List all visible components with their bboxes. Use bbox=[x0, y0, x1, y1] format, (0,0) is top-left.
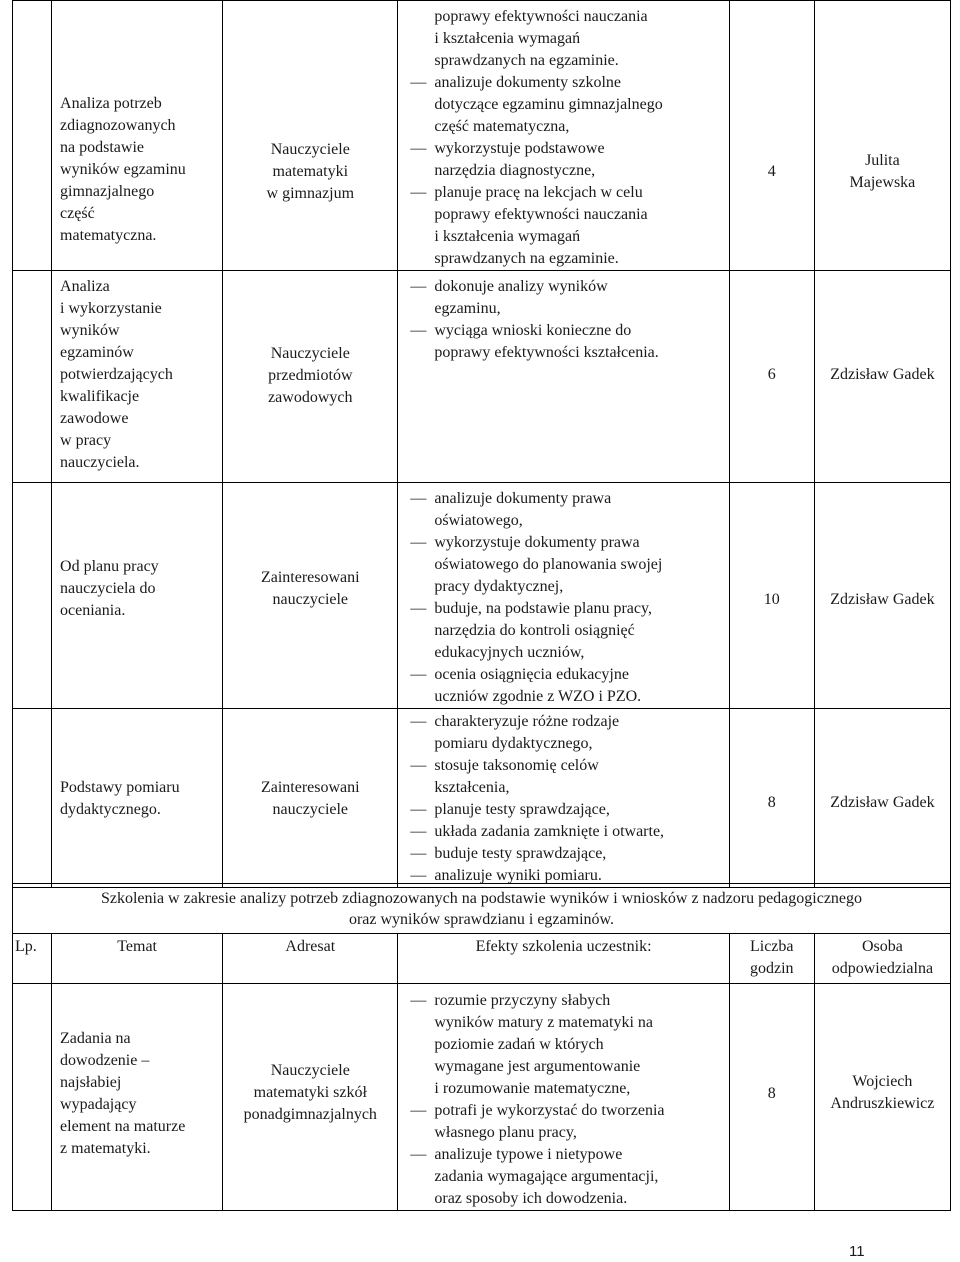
list-item: — wyciąga wnioski konieczne do poprawy efektywności kształcenia. bbox=[410, 320, 722, 364]
lp-cell bbox=[13, 483, 52, 709]
effects-cell bbox=[398, 709, 729, 888]
list-item: — buduje testy sprawdzające, bbox=[410, 843, 722, 865]
list-item: — charakteryzuje różne rodzaje pomiaru dydaktycznego, bbox=[410, 711, 722, 755]
training-table-bottom bbox=[12, 883, 951, 1211]
responsible-cell: Julita Majewska bbox=[814, 1, 950, 271]
addressee-cell: Nauczyciele matematyki szkół ponadgimnazjalnych bbox=[223, 984, 398, 1211]
list-item: — buduje, na podstawie planu pracy, narzędzia do kontroli osiągnięć edukacyjnych uczniów, bbox=[410, 598, 722, 664]
list-item: — planuje pracę na lekcjach w celu poprawy efektywności nauczania i kształcenia wymagań sprawdzanych na egzaminie. bbox=[410, 182, 722, 270]
effects-list bbox=[410, 488, 722, 708]
list-item: — planuje testy sprawdzające, bbox=[410, 799, 722, 821]
list-item: — ocenia osiągnięcia edukacyjne uczniów zgodnie z WZO i PZO. bbox=[410, 664, 722, 708]
header-addressee: Adresat bbox=[223, 934, 398, 984]
lp-cell bbox=[13, 984, 52, 1211]
effects-list bbox=[410, 276, 722, 364]
topic-cell: Od planu pracy nauczyciela do oceniania. bbox=[52, 483, 223, 709]
table-row bbox=[13, 483, 951, 709]
topic-cell: Analiza potrzeb zdiagnozowanych na podstawie wyników egzaminu gimnazjalnego część matematyczna. bbox=[52, 1, 223, 271]
topic-cell: Zadania na dowodzenie – najsłabiej wypadający element na maturze z matematyki. bbox=[52, 984, 223, 1211]
list-item: — analizuje dokumenty prawa oświatowego, bbox=[410, 488, 722, 532]
table-row bbox=[13, 271, 951, 483]
responsible-cell: Zdzisław Gadek bbox=[814, 709, 950, 888]
effects-cell bbox=[398, 271, 729, 483]
list-item: — analizuje typowe i nietypowe zadania wymagające argumentacji, oraz sposoby ich dowodzenia. bbox=[410, 1144, 722, 1210]
header-responsible: Osoba odpowiedzialna bbox=[814, 934, 950, 984]
header-topic: Temat bbox=[52, 934, 223, 984]
effects-continuation: poprawy efektywności nauczania i kształcenia wymagań sprawdzanych na egzaminie. bbox=[434, 8, 648, 69]
responsible-cell: Wojciech Andruszkiewicz bbox=[814, 984, 950, 1211]
page-number: 11 bbox=[849, 1243, 865, 1260]
lp-cell bbox=[13, 709, 52, 888]
list-item: — układa zadania zamknięte i otwarte, bbox=[410, 821, 722, 843]
header-effects: Efekty szkolenia uczestnik: bbox=[398, 934, 729, 984]
lp-cell bbox=[13, 1, 52, 271]
addressee-cell: Zainteresowani nauczyciele bbox=[223, 709, 398, 888]
effects-cell bbox=[398, 1, 729, 271]
table-row bbox=[13, 1, 951, 271]
list-item: — rozumie przyczyny słabych wyników matury z matematyki na poziomie zadań w których wymagane jest argumentowanie i rozumowanie matematyczne, bbox=[410, 990, 722, 1100]
responsible-cell: Zdzisław Gadek bbox=[814, 483, 950, 709]
training-table-top bbox=[12, 0, 951, 888]
effects-cell bbox=[398, 483, 729, 709]
lp-cell bbox=[13, 271, 52, 483]
topic-cell: Analiza i wykorzystanie wyników egzaminów potwierdzających kwalifikacje zawodowe w pracy nauczyciela. bbox=[52, 271, 223, 483]
list-item: — potrafi je wykorzystać do tworzenia własnego planu pracy, bbox=[410, 1100, 722, 1144]
responsible-cell: Zdzisław Gadek bbox=[814, 271, 950, 483]
table-row bbox=[13, 984, 951, 1211]
hours-cell: 8 bbox=[729, 984, 814, 1211]
topic-cell: Podstawy pomiaru dydaktycznego. bbox=[52, 709, 223, 888]
list-item: — wykorzystuje podstawowe narzędzia diagnostyczne, bbox=[410, 138, 722, 182]
effects-cell bbox=[398, 984, 729, 1211]
section-banner: Szkolenia w zakresie analizy potrzeb zdiagnozowanych na podstawie wyników i wniosków z nadzoru pedagogicznego oraz wyników sprawdzianu i egzaminów. bbox=[13, 884, 951, 934]
list-item: — stosuje taksonomię celów kształcenia, bbox=[410, 755, 722, 799]
addressee-cell: Nauczyciele przedmiotów zawodowych bbox=[223, 271, 398, 483]
header-row bbox=[13, 934, 951, 984]
list-item: — analizuje wyniki pomiaru. bbox=[410, 865, 722, 887]
table-row bbox=[13, 709, 951, 888]
header-lp: Lp. bbox=[13, 934, 52, 984]
list-item: — dokonuje analizy wyników egzaminu, bbox=[410, 276, 722, 320]
effects-list bbox=[410, 711, 722, 887]
list-item: — wykorzystuje dokumenty prawa oświatowego do planowania swojej pracy dydaktycznej, bbox=[410, 532, 722, 598]
section-banner-row bbox=[13, 884, 951, 934]
effects-list bbox=[410, 990, 722, 1210]
effects-list bbox=[410, 72, 722, 270]
addressee-cell: Zainteresowani nauczyciele bbox=[223, 483, 398, 709]
addressee-cell: Nauczyciele matematyki w gimnazjum bbox=[223, 1, 398, 271]
hours-cell: 8 bbox=[729, 709, 814, 888]
header-hours: Liczba godzin bbox=[729, 934, 814, 984]
list-item: — analizuje dokumenty szkolne dotyczące egzaminu gimnazjalnego część matematyczna, bbox=[410, 72, 722, 138]
hours-cell: 4 bbox=[729, 1, 814, 271]
hours-cell: 10 bbox=[729, 483, 814, 709]
hours-cell: 6 bbox=[729, 271, 814, 483]
